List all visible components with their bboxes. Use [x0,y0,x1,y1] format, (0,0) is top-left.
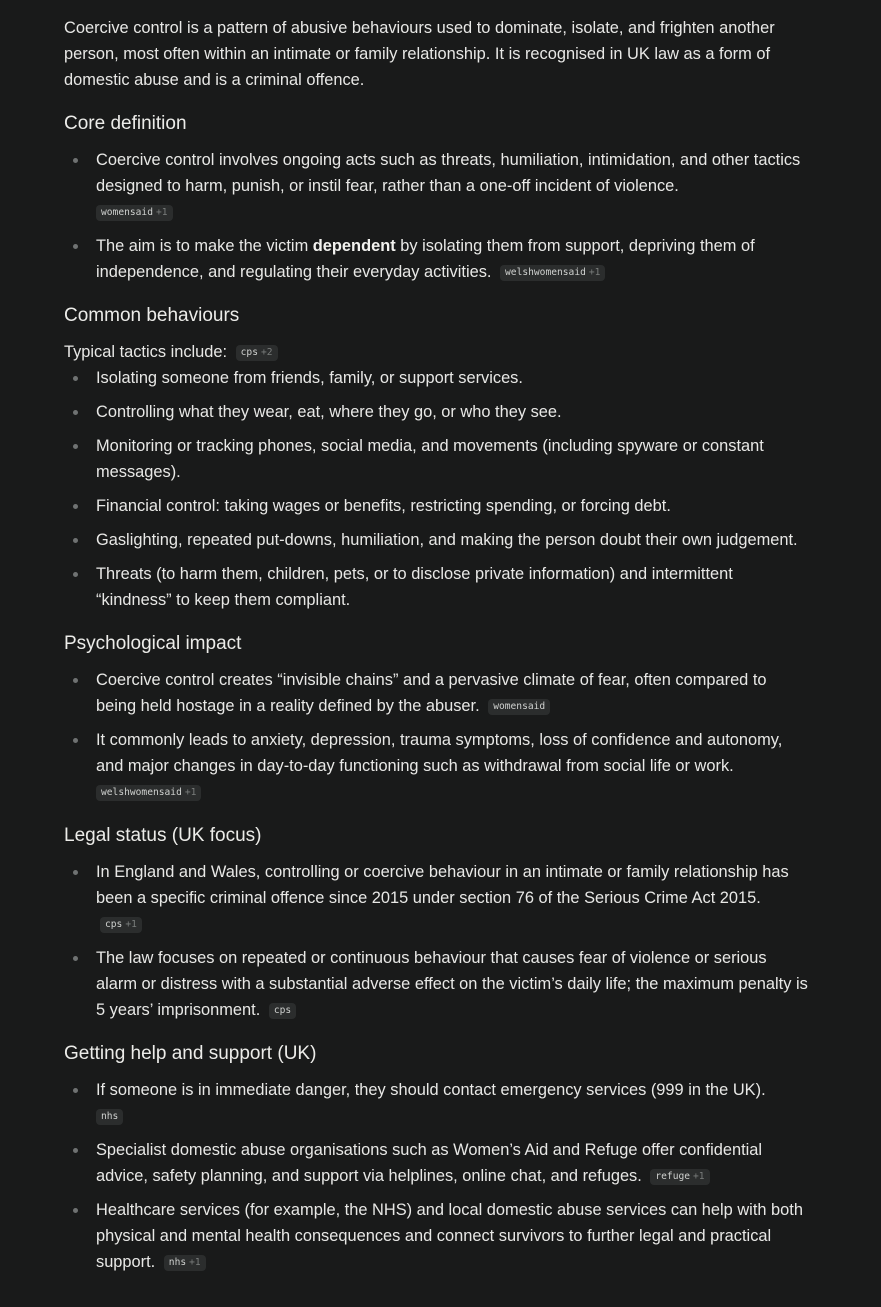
section-heading-getting-help: Getting help and support (UK) [64,1043,317,1064]
citation-chip[interactable]: refuge +1 [650,1169,709,1185]
list-item: The law focuses on repeated or continuous behaviour that causes fear of violence or serious alarm or distress with a substantial adverse effect on the victim’s daily life; the maximum penalty is 5 years’ imprisonment. cps [64,945,809,1023]
section-heading-psychological-impact: Psychological impact [64,633,242,654]
list-item: If someone is in immediate danger, they should contact emergency services (999 in the UK). nhs [64,1077,809,1129]
list-item: It commonly leads to anxiety, depression, trauma symptoms, loss of confidence and autonomy, and major changes in day-to-day functioning such as withdrawal from social life or work. welshwomensaid +1 [64,727,809,805]
list-item: Coercive control creates “invisible chains” and a pervasive climate of fear, often compared to being held hostage in a reality defined by the abuser. womensaid [64,667,809,719]
citation-chip[interactable]: cps +1 [100,917,142,933]
list-item-text: Coercive control involves ongoing acts such as threats, humiliation, intimidation, and other tactics designed to harm, punish, or instil fear, rather than a one-off incident of violence. [96,151,801,195]
impact-list [64,667,809,805]
core-definition-list [64,147,809,285]
behaviours-list [64,365,809,613]
citation-chip[interactable]: welshwomensaid +1 [500,265,605,281]
list-item: Controlling what they wear, eat, where they go, or who they see. [64,399,809,425]
list-item: Healthcare services (for example, the NHS) and local domestic abuse services can help with both physical and mental health consequences and connect survivors to further legal and practical support. nhs +1 [64,1197,809,1275]
answer-content [64,15,809,1293]
citation-chip[interactable]: cps +2 [236,345,278,361]
section-heading-common-behaviours: Common behaviours [64,305,240,326]
list-item: Isolating someone from friends, family, or support services. [64,365,809,391]
intro-paragraph: Coercive control is a pattern of abusive behaviours used to dominate, isolate, and frighten another person, most often within an intimate or family relationship. It is recognised in UK law as a form of domestic abuse and is a criminal offence. [64,19,775,89]
emphasis-text: dependent [312,237,396,255]
citation-chip[interactable]: womensaid [488,699,550,715]
list-item: Monitoring or tracking phones, social media, and movements (including spyware or constant messages). [64,433,809,485]
citation-chip[interactable]: welshwomensaid +1 [96,785,201,801]
list-item: Specialist domestic abuse organisations such as Women’s Aid and Refuge offer confidential advice, safety planning, and support via helplines, online chat, and refuges. refuge +1 [64,1137,809,1189]
section-heading-legal-status: Legal status (UK focus) [64,825,262,846]
list-item: Threats (to harm them, children, pets, or to disclose private information) and intermittent “kindness” to keep them compliant. [64,561,809,613]
list-item: The aim is to make the victim dependent by isolating them from support, depriving them of independence, and regulating their everyday activities. welshwomensaid +1 [64,233,809,285]
help-list [64,1077,809,1275]
list-item: Gaslighting, repeated put-downs, humiliation, and making the person doubt their own judgement. [64,527,809,553]
citation-chip[interactable]: nhs +1 [164,1255,206,1271]
list-item: In England and Wales, controlling or coercive behaviour in an intimate or family relationship has been a specific criminal offence since 2015 under section 76 of the Serious Crime Act 2015. cps +1 [64,859,809,937]
citation-chip[interactable]: womensaid +1 [96,205,173,221]
lead-text: Typical tactics include: cps +2 [64,339,809,365]
section-heading-core-definition: Core definition [64,113,187,134]
citation-chip[interactable]: cps [269,1003,296,1019]
list-item [64,147,809,225]
legal-list [64,859,809,1023]
citation-chip[interactable]: nhs [96,1109,123,1125]
list-item: Financial control: taking wages or benefits, restricting spending, or forcing debt. [64,493,809,519]
